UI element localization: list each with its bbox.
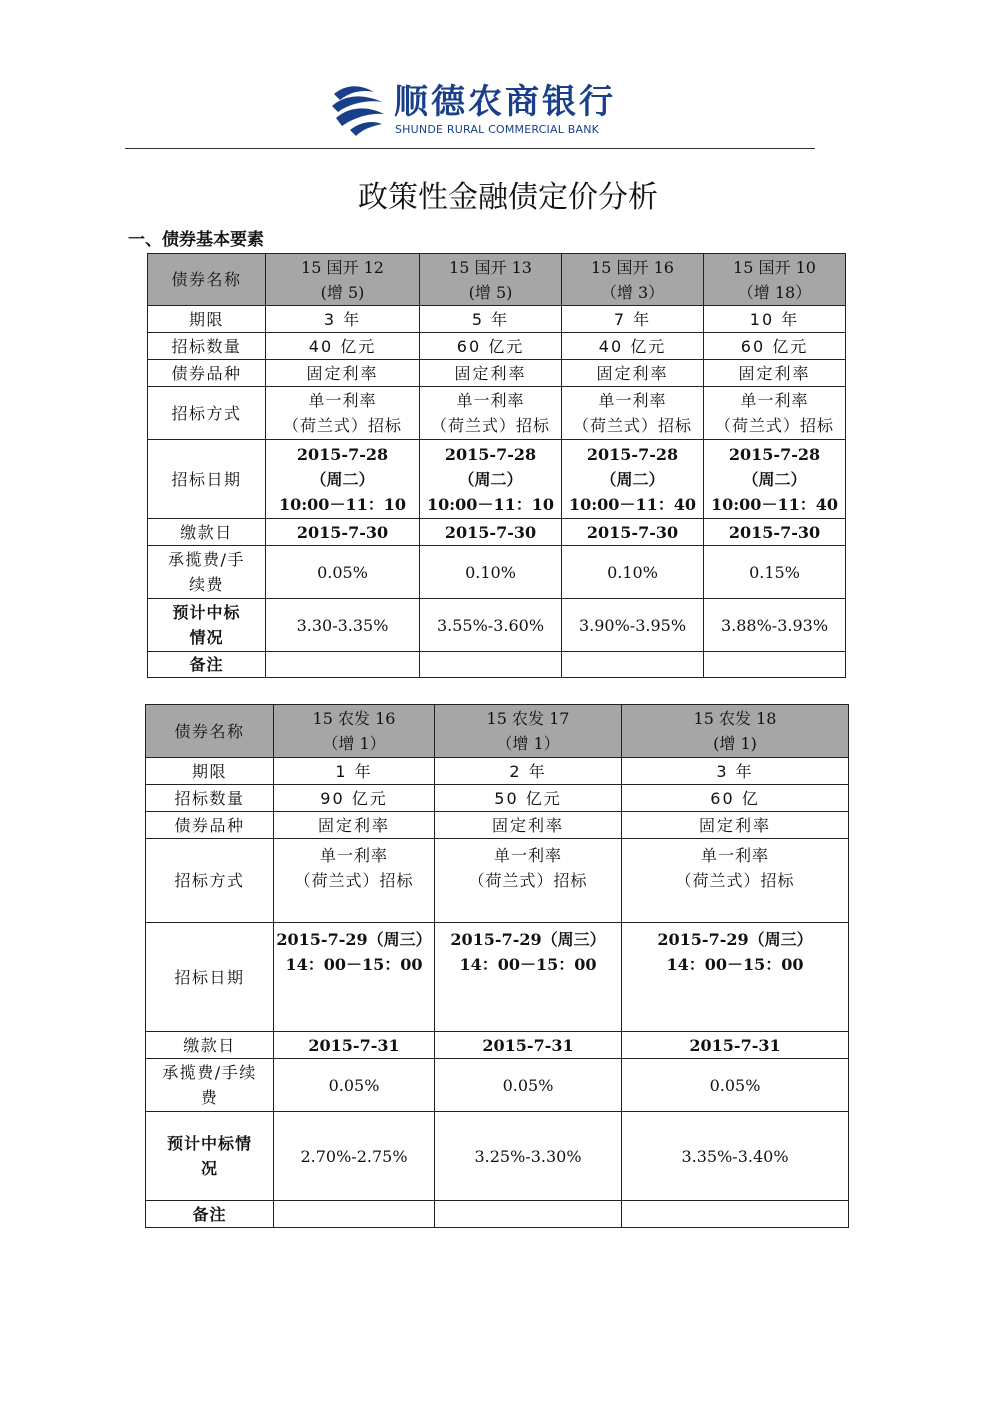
payment-cell: 2015-7-30 xyxy=(420,519,562,546)
amount-cell: 40 亿元 xyxy=(562,333,704,360)
bank-logo xyxy=(330,80,616,140)
row-label-payment: 缴款日 xyxy=(148,519,266,546)
fee-cell: 0.05% xyxy=(435,1059,622,1112)
fee-row xyxy=(146,1059,849,1112)
fee-cell: 0.05% xyxy=(622,1059,849,1112)
payment-cell: 2015-7-30 xyxy=(704,519,846,546)
date-row xyxy=(146,923,849,1032)
type-cell: 固定利率 xyxy=(435,812,622,839)
section-heading: 一、债券基本要素 xyxy=(128,230,264,250)
adbc-bond-table xyxy=(145,704,849,1228)
term-cell: 7 年 xyxy=(562,306,704,333)
method-cell: 单一利率 （荷兰式）招标 xyxy=(622,839,849,923)
date-cell: 2015-7-29（周三） 14：00－15：00 xyxy=(274,923,435,1032)
amount-cell: 50 亿元 xyxy=(435,785,622,812)
payment-cell: 2015-7-31 xyxy=(622,1032,849,1059)
date-cell: 2015-7-28 （周二） 10:00－11：10 xyxy=(266,440,420,519)
expected-cell: 3.88%-3.93% xyxy=(704,599,846,652)
bond-name-row xyxy=(148,254,846,306)
row-label-expected: 预计中标 情况 xyxy=(148,599,266,652)
bond-name-cell: 15 国开 10 （增 18） xyxy=(704,254,846,306)
bond-name-cell: 15 农发 18 (增 1) xyxy=(622,705,849,758)
expected-cell: 2.70%-2.75% xyxy=(274,1112,435,1201)
row-label-method: 招标方式 xyxy=(148,387,266,440)
note-cell xyxy=(420,652,562,678)
term-cell: 10 年 xyxy=(704,306,846,333)
type-row xyxy=(146,812,849,839)
cdb-bond-table xyxy=(147,253,846,678)
expected-cell: 3.35%-3.40% xyxy=(622,1112,849,1201)
method-row xyxy=(148,387,846,440)
type-cell: 固定利率 xyxy=(274,812,435,839)
method-row xyxy=(146,839,849,923)
header-divider xyxy=(125,148,815,149)
row-label-term: 期限 xyxy=(146,758,274,785)
term-cell: 1 年 xyxy=(274,758,435,785)
row-label-type: 债券品种 xyxy=(148,360,266,387)
row-label-amount: 招标数量 xyxy=(148,333,266,360)
note-row xyxy=(146,1201,849,1228)
method-cell: 单一利率 （荷兰式）招标 xyxy=(420,387,562,440)
fee-cell: 0.10% xyxy=(420,546,562,599)
row-label-method: 招标方式 xyxy=(146,839,274,923)
row-label-name: 债券名称 xyxy=(148,254,266,306)
date-row xyxy=(148,440,846,519)
row-label-date: 招标日期 xyxy=(146,923,274,1032)
date-cell: 2015-7-28 （周二） 10:00－11：10 xyxy=(420,440,562,519)
payment-cell: 2015-7-30 xyxy=(266,519,420,546)
fee-row xyxy=(148,546,846,599)
term-cell: 3 年 xyxy=(622,758,849,785)
type-cell: 固定利率 xyxy=(266,360,420,387)
row-label-fee: 承揽费/手续 费 xyxy=(146,1059,274,1112)
bond-name-cell: 15 国开 16 （增 3） xyxy=(562,254,704,306)
row-label-payment: 缴款日 xyxy=(146,1032,274,1059)
logo-english-name: SHUNDE RURAL COMMERCIAL BANK xyxy=(395,123,600,136)
amount-cell: 40 亿元 xyxy=(266,333,420,360)
expected-cell: 3.30-3.35% xyxy=(266,599,420,652)
payment-row xyxy=(146,1032,849,1059)
fee-cell: 0.05% xyxy=(274,1059,435,1112)
row-label-note: 备注 xyxy=(146,1201,274,1228)
fee-cell: 0.05% xyxy=(266,546,420,599)
bond-name-row xyxy=(146,705,849,758)
date-cell: 2015-7-28 （周二） 10:00－11：40 xyxy=(704,440,846,519)
payment-row xyxy=(148,519,846,546)
amount-cell: 60 亿元 xyxy=(704,333,846,360)
row-label-amount: 招标数量 xyxy=(146,785,274,812)
expected-cell: 3.25%-3.30% xyxy=(435,1112,622,1201)
term-cell: 3 年 xyxy=(266,306,420,333)
type-row xyxy=(148,360,846,387)
row-label-date: 招标日期 xyxy=(148,440,266,519)
bond-name-cell: 15 农发 16 （增 1） xyxy=(274,705,435,758)
type-cell: 固定利率 xyxy=(420,360,562,387)
note-cell xyxy=(266,652,420,678)
note-cell xyxy=(704,652,846,678)
row-label-term: 期限 xyxy=(148,306,266,333)
note-cell xyxy=(435,1201,622,1228)
date-cell: 2015-7-29（周三） 14：00－15：00 xyxy=(435,923,622,1032)
term-row xyxy=(146,758,849,785)
note-cell xyxy=(622,1201,849,1228)
method-cell: 单一利率 （荷兰式）招标 xyxy=(562,387,704,440)
row-label-expected: 预计中标情 况 xyxy=(146,1112,274,1201)
row-label-note: 备注 xyxy=(148,652,266,678)
term-row xyxy=(148,306,846,333)
expected-cell: 3.55%-3.60% xyxy=(420,599,562,652)
method-cell: 单一利率 （荷兰式）招标 xyxy=(266,387,420,440)
method-cell: 单一利率 （荷兰式）招标 xyxy=(435,839,622,923)
note-cell xyxy=(562,652,704,678)
type-cell: 固定利率 xyxy=(704,360,846,387)
fee-cell: 0.10% xyxy=(562,546,704,599)
method-cell: 单一利率 （荷兰式）招标 xyxy=(274,839,435,923)
note-row xyxy=(148,652,846,678)
row-label-fee: 承揽费/手 续费 xyxy=(148,546,266,599)
expected-row xyxy=(148,599,846,652)
date-cell: 2015-7-28 （周二） 10:00－11：40 xyxy=(562,440,704,519)
amount-cell: 60 亿元 xyxy=(420,333,562,360)
amount-row xyxy=(146,785,849,812)
payment-cell: 2015-7-30 xyxy=(562,519,704,546)
row-label-type: 债券品种 xyxy=(146,812,274,839)
payment-cell: 2015-7-31 xyxy=(274,1032,435,1059)
method-cell: 单一利率 （荷兰式）招标 xyxy=(704,387,846,440)
wave-logo-icon xyxy=(330,80,386,136)
bond-name-cell: 15 农发 17 （增 1） xyxy=(435,705,622,758)
expected-row xyxy=(146,1112,849,1201)
amount-cell: 60 亿 xyxy=(622,785,849,812)
note-cell xyxy=(274,1201,435,1228)
row-label-name: 债券名称 xyxy=(146,705,274,758)
date-cell: 2015-7-29（周三） 14：00－15：00 xyxy=(622,923,849,1032)
fee-cell: 0.15% xyxy=(704,546,846,599)
amount-row xyxy=(148,333,846,360)
term-cell: 2 年 xyxy=(435,758,622,785)
document-title: 政策性金融债定价分析 xyxy=(358,180,658,215)
amount-cell: 90 亿元 xyxy=(274,785,435,812)
bond-name-cell: 15 国开 13 (增 5) xyxy=(420,254,562,306)
bond-name-cell: 15 国开 12 (增 5) xyxy=(266,254,420,306)
type-cell: 固定利率 xyxy=(562,360,704,387)
payment-cell: 2015-7-31 xyxy=(435,1032,622,1059)
expected-cell: 3.90%-3.95% xyxy=(562,599,704,652)
type-cell: 固定利率 xyxy=(622,812,849,839)
logo-chinese-name: 顺德农商银行 xyxy=(394,82,616,122)
term-cell: 5 年 xyxy=(420,306,562,333)
